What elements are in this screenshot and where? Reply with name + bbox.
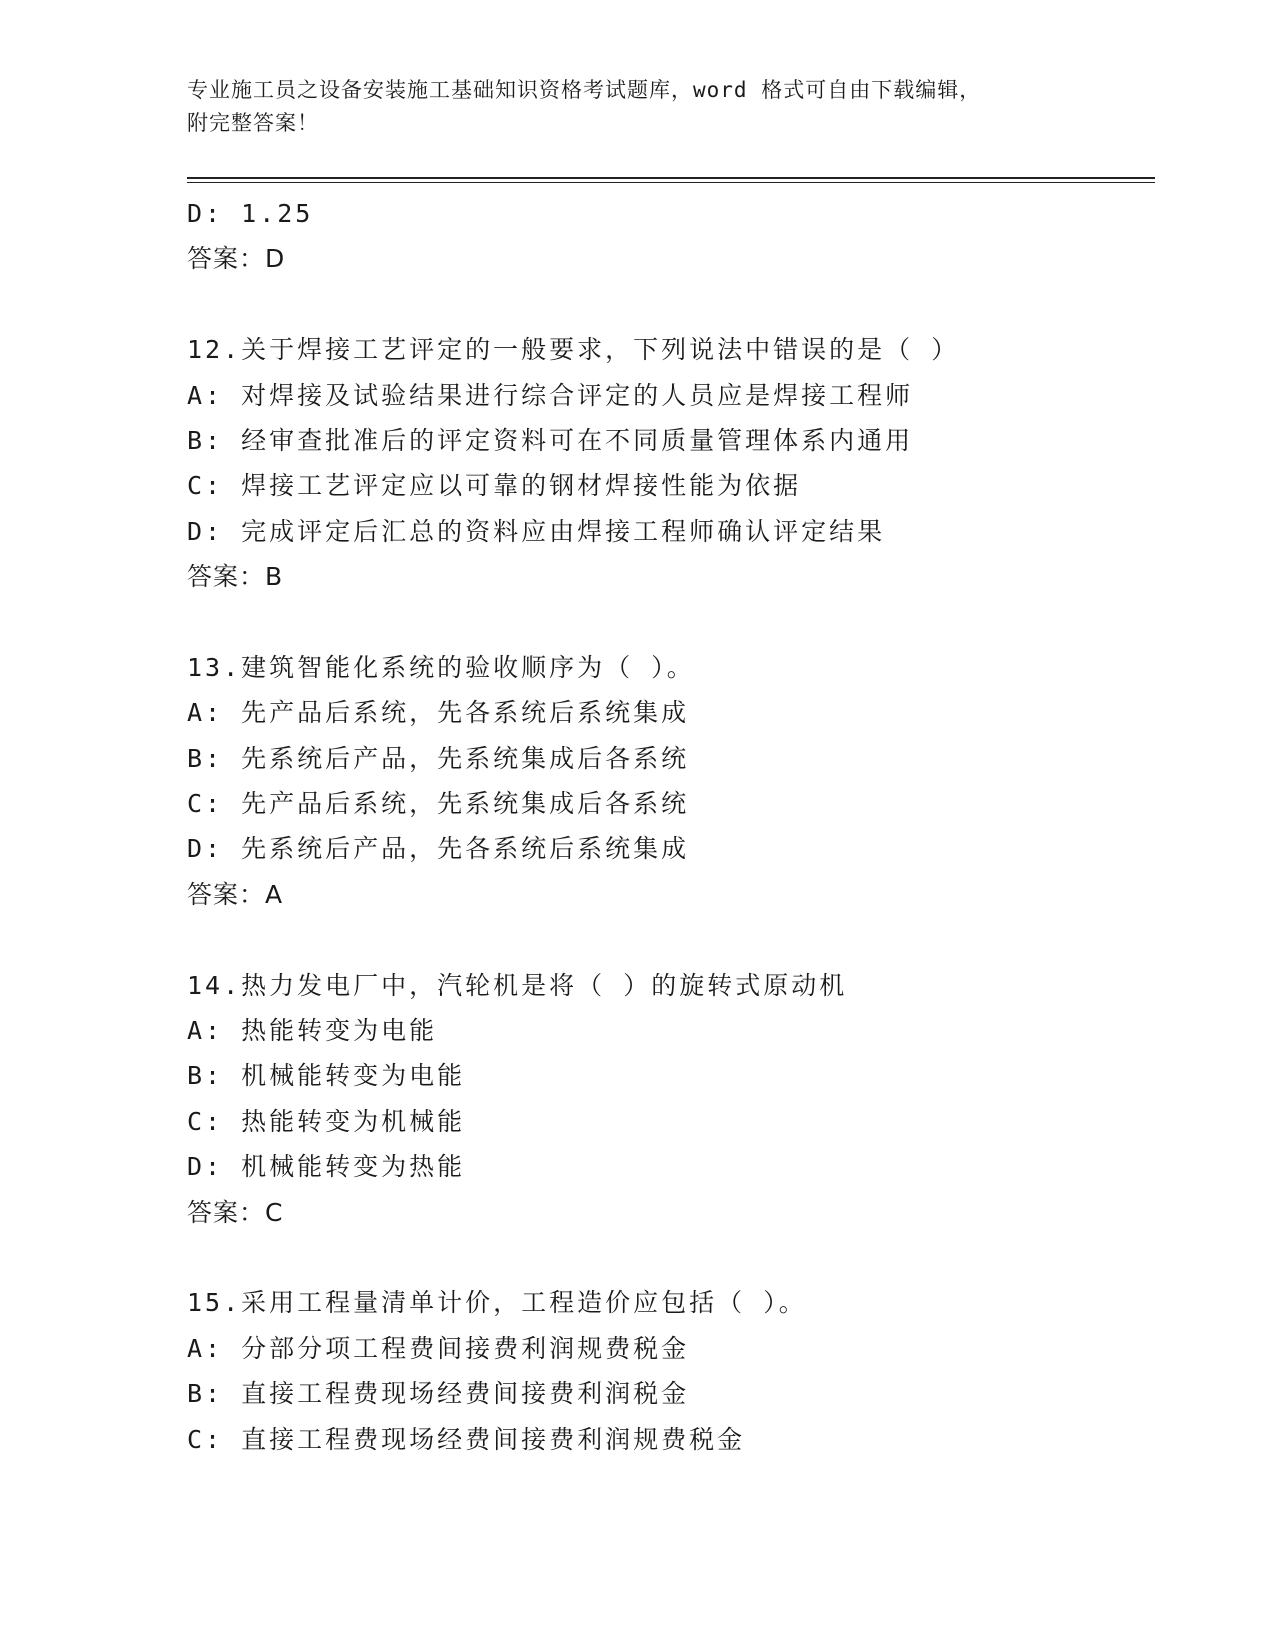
q14-option-a: A: 热能转变为电能 [187,1016,438,1046]
q14-option-c: C: 热能转变为机械能 [187,1106,466,1136]
q11-option-d: D: 1.25 [187,199,314,228]
q12-answer: 答案：B [187,562,284,592]
q13-option-c: C: 先产品后系统，先系统集成后各系统 [187,789,690,819]
q12-option-d: D: 完成评定后汇总的资料应由焊接工程师确认评定结果 [187,516,886,546]
q14-answer: 答案：C [187,1197,284,1227]
q13-option-b: B: 先系统后产品，先系统集成后各系统 [187,743,690,773]
q14-option-b: B: 机械能转变为电能 [187,1061,466,1091]
header-line-2: 附完整答案！ [187,111,319,135]
spacer [187,1235,1155,1280]
q12-stem: 12.关于焊接工艺评定的一般要求，下列说法中错误的是（ ） [187,335,960,365]
q14-stem: 14.热力发电厂中，汽轮机是将（ ）的旋转式原动机 [187,970,848,1000]
q13-option-a: A: 先产品后系统，先各系统后系统集成 [187,698,690,728]
header-divider [187,177,1155,183]
header-line-1: 专业施工员之设备安装施工基础知识资格考试题库，word 格式可自由下载编辑， [187,78,982,102]
spacer [187,282,1155,327]
q13-option-d: D: 先系统后产品，先各系统后系统集成 [187,834,690,864]
q15-option-b: B: 直接工程费现场经费间接费利润税金 [187,1379,690,1409]
spacer [187,600,1155,645]
q15-option-a: A: 分部分项工程费间接费利润规费税金 [187,1333,690,1363]
q13-answer: 答案：A [187,879,284,909]
q11-answer: 答案：D [187,244,286,274]
q12-option-a: A: 对焊接及试验结果进行综合评定的人员应是焊接工程师 [187,380,914,410]
question-list [187,191,1155,1462]
q12-option-b: B: 经审查批准后的评定资料可在不同质量管理体系内通用 [187,425,914,455]
q15-stem: 15.采用工程量清单计价，工程造价应包括（ ）。 [187,1288,807,1318]
spacer [187,917,1155,962]
q14-option-d: D: 机械能转变为热能 [187,1152,466,1182]
document-header [187,74,1087,140]
q13-stem: 13.建筑智能化系统的验收顺序为（ ）。 [187,652,695,682]
q15-option-c: C: 直接工程费现场经费间接费利润规费税金 [187,1424,746,1454]
q12-option-c: C: 焊接工艺评定应以可靠的钢材焊接性能为依据 [187,471,802,501]
